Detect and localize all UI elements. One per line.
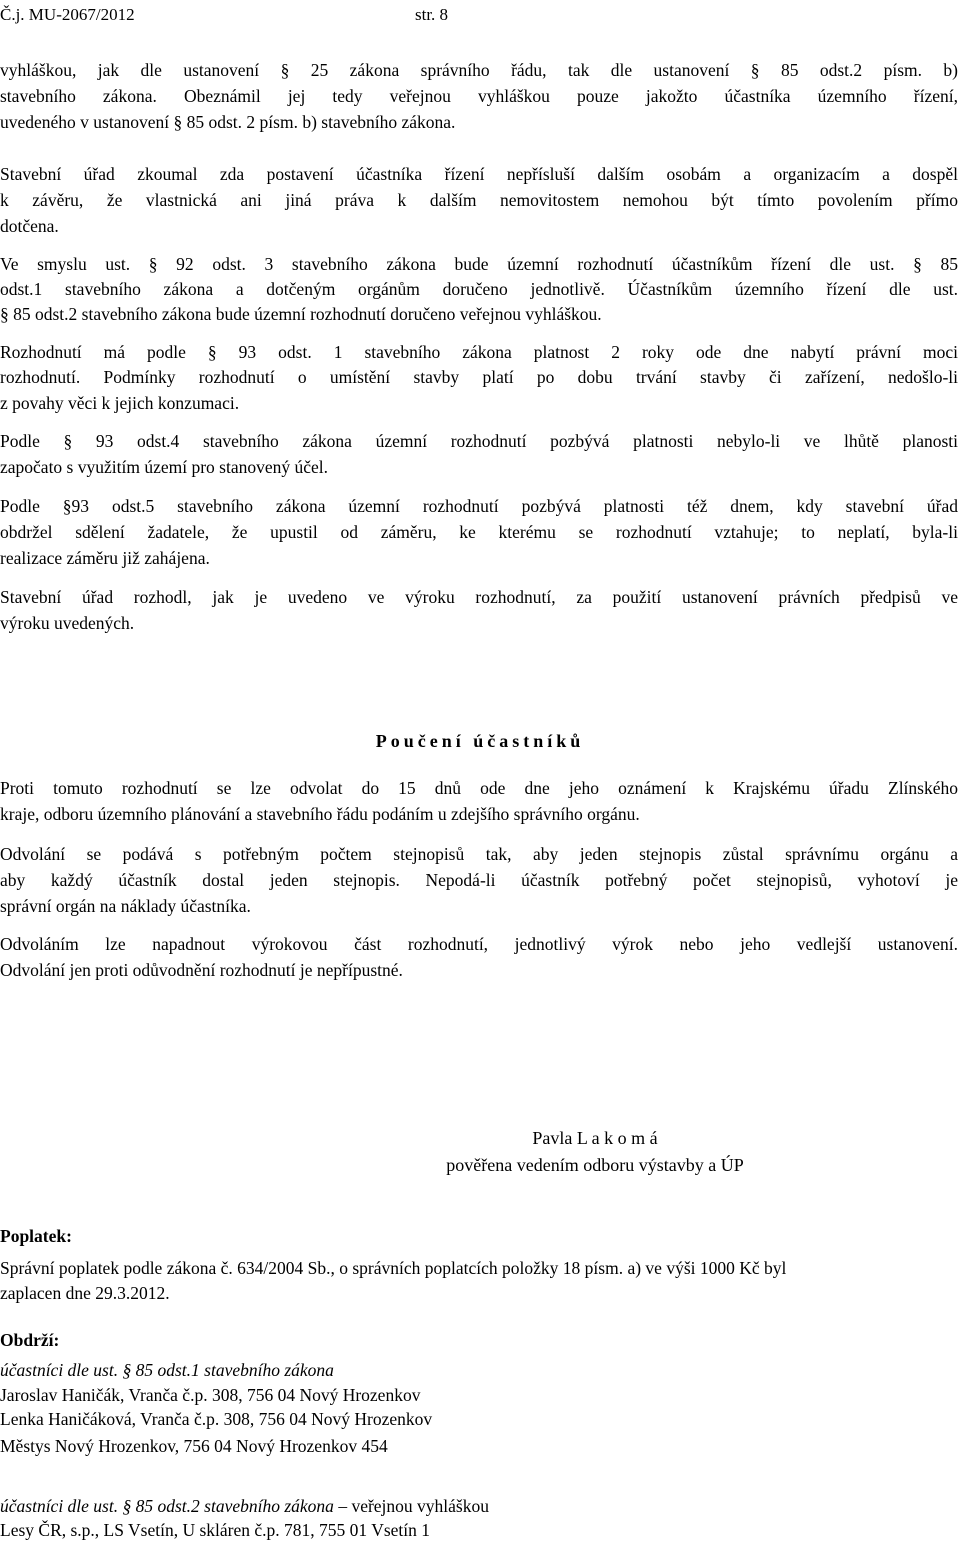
paragraph-line: vyhláškou, jak dle ustanovení § 25 zákona správního řádu, tak dle ustanovení § 85 odst.2 písm. b) bbox=[0, 60, 958, 80]
paragraph-line: správní orgán na náklady účastníka. bbox=[0, 896, 251, 916]
paragraph-line: z povahy věci k jejich konzumaci. bbox=[0, 393, 240, 413]
signatory-name: Pavla L a k o m á bbox=[532, 1128, 658, 1148]
paragraph-line: Stavební úřad rozhodl, jak je uvedeno ve výroku rozhodnutí, za použití ustanovení právních předpisů ve bbox=[0, 587, 958, 607]
paragraph-line: aby každý účastník dostal jeden stejnopis. Nepodá-li účastník potřebný počet stejnopisů, vyhotoví je bbox=[0, 870, 958, 890]
paragraph-line: Odvoláním lze napadnout výrokovou část rozhodnutí, jednotlivý výrok nebo jeho vedlejší ustanovení. bbox=[0, 934, 958, 954]
paragraph-line: započato s využitím území pro stanovený účel. bbox=[0, 457, 329, 477]
paragraph-line: § 85 odst.2 stavebního zákona bude územní rozhodnutí doručeno veřejnou vyhláškou. bbox=[0, 304, 602, 324]
paragraph-line: Podle §93 odst.5 stavebního zákona územní rozhodnutí pozbývá platnosti též dnem, kdy stavební úřad bbox=[0, 496, 958, 516]
fee-label: Poplatek: bbox=[0, 1226, 72, 1246]
fee-line: Správní poplatek podle zákona č. 634/2004 Sb., o správních poplatcích položky 18 písm. a) ve výši 1000 Kč byl bbox=[0, 1258, 787, 1278]
page-number: str. 8 bbox=[415, 5, 449, 24]
paragraph-line: dotčena. bbox=[0, 216, 59, 236]
recipients-group-label-rest: – veřejnou vyhláškou bbox=[333, 1496, 489, 1516]
section-heading: Poučení účastníků bbox=[375, 731, 585, 751]
paragraph-line: obdržel sdělení žadatele, že upustil od záměru, ke kterému se rozhodnutí vztahuje; to neplatí, byla-li bbox=[0, 522, 958, 542]
recipient-line: Lesy ČR, s.p., LS Vsetín, U skláren č.p. 781, 755 01 Vsetín 1 bbox=[0, 1520, 431, 1540]
signatory-role: pověřena vedením odboru výstavby a ÚP bbox=[446, 1155, 744, 1175]
paragraph-line: Ve smyslu ust. § 92 odst. 3 stavebního zákona bude územní rozhodnutí účastníkům řízení dle ust. § 85 bbox=[0, 254, 958, 274]
recipients-group-label: účastníci dle ust. § 85 odst.1 stavebního zákona bbox=[0, 1360, 334, 1380]
reference-number: Č.j. MU-2067/2012 bbox=[0, 5, 135, 24]
recipient-line: Městys Nový Hrozenkov, 756 04 Nový Hrozenkov 454 bbox=[0, 1436, 388, 1456]
paragraph-line: stavebního zákona. Obeznámil jej tedy veřejnou vyhláškou pouze jakožto účastníka územního řízení, bbox=[0, 86, 958, 106]
paragraph-line: kraje, odboru územního plánování a stavebního řádu podáním u zdejšího správního orgánu. bbox=[0, 804, 640, 824]
paragraph-line: Odvolání se podává s potřebným počtem stejnopisů tak, aby jeden stejnopis zůstal správnímu orgánu a bbox=[0, 844, 958, 864]
paragraph-line: realizace záměru již zahájena. bbox=[0, 548, 210, 568]
paragraph-line: k závěru, že vlastnická ani jiná práva k dalším nemovitostem nemohou být tímto povolením přímo bbox=[0, 190, 958, 210]
paragraph-line: uvedeného v ustanovení § 85 odst. 2 písm. b) stavebního zákona. bbox=[0, 112, 456, 132]
paragraph-line: Proti tomuto rozhodnutí se lze odvolat do 15 dnů ode dne jeho oznámení k Krajskému úřadu Zlínského bbox=[0, 778, 958, 798]
paragraph-line: rozhodnutí. Podmínky rozhodnutí o umístění stavby platí po dobu trvání stavby či zařízení, nedošlo-li bbox=[0, 367, 958, 387]
fee-line: zaplacen dne 29.3.2012. bbox=[0, 1283, 170, 1303]
paragraph-line: odst.1 stavebního zákona a dotčeným orgánům doručeno jednotlivě. Účastníkům územního řízení dle ust. bbox=[0, 279, 958, 299]
paragraph-line: Podle § 93 odst.4 stavebního zákona územní rozhodnutí pozbývá platnosti nebylo-li ve lhůtě planosti bbox=[0, 431, 958, 451]
paragraph-line: výroku uvedených. bbox=[0, 613, 135, 633]
paragraph-line: Odvolání jen proti odůvodnění rozhodnutí je nepřípustné. bbox=[0, 960, 403, 980]
paragraph-line: Stavební úřad zkoumal zda postavení účastníka řízení nepřísluší dalším osobám a organizacím a dospěl bbox=[0, 164, 958, 184]
recipient-line: Jaroslav Haničák, Vranča č.p. 308, 756 04 Nový Hrozenkov bbox=[0, 1385, 421, 1405]
recipient-line: Lenka Haničáková, Vranča č.p. 308, 756 04 Nový Hrozenkov bbox=[0, 1409, 433, 1429]
paragraph-line: Rozhodnutí má podle § 93 odst. 1 stavebního zákona platnost 2 roky ode dne nabytí právní moci bbox=[0, 342, 958, 362]
recipients-group-label-italic: účastníci dle ust. § 85 odst.2 stavebního zákona bbox=[0, 1496, 334, 1516]
recipients-group-label bbox=[0, 1494, 489, 1518]
recipients-label: Obdrží: bbox=[0, 1330, 60, 1350]
